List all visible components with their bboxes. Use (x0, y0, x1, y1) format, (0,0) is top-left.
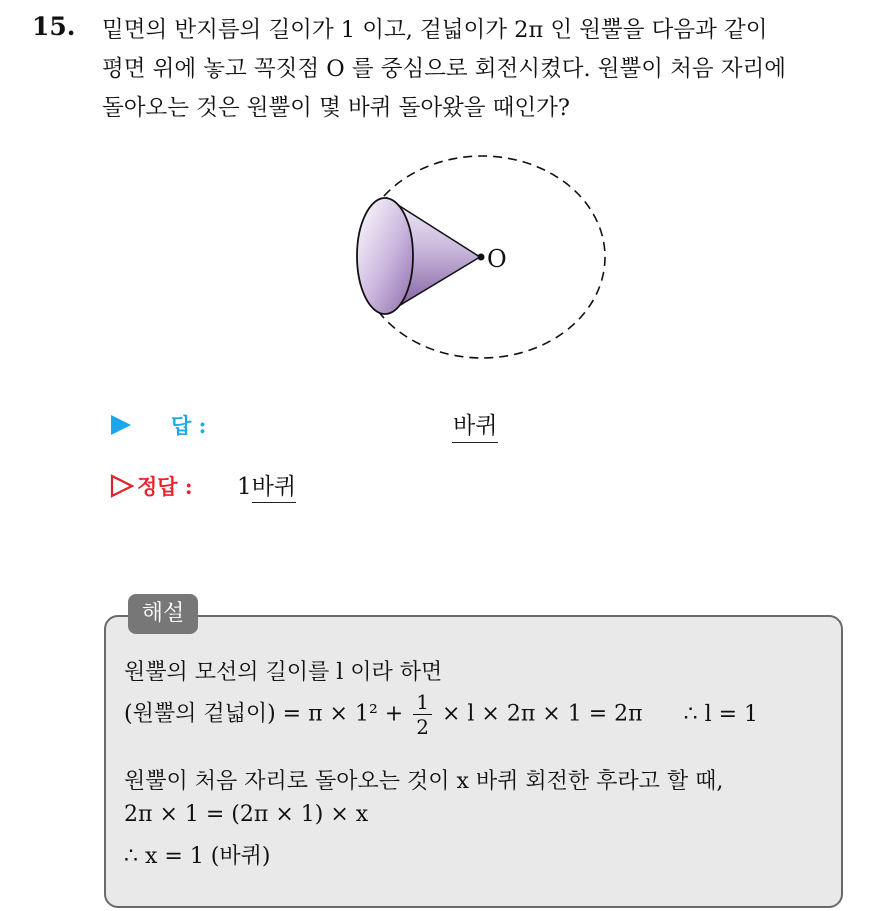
correct-answer-number: 1 (237, 474, 252, 500)
answer-label: 답 : (171, 413, 207, 438)
fraction-denominator: 2 (416, 715, 429, 739)
question-line-3: 돌아오는 것은 원뿔이 몇 바퀴 돌아왔을 때인가? (102, 95, 570, 121)
solution-line-2-left: (원뿔의 겉넓이) = π × 1² + (124, 701, 404, 727)
correct-answer-value (237, 468, 296, 501)
fraction-numerator: 1 (413, 690, 432, 715)
question-line-1: 밑면의 반지름의 길이가 1 이고, 겉넓이가 2π 인 원뿔을 다음과 같이 (102, 17, 768, 43)
solution-line-1: 원뿔의 모선의 길이를 l 이라 하면 (124, 660, 443, 685)
solution-tag: 해설 (128, 594, 198, 634)
solution-line-4: 2π × 1 = (2π × 1) × x (124, 802, 369, 827)
correct-answer-unit: 바퀴 (252, 474, 296, 503)
solution-line-2-right: × l × 2π × 1 = 2π (441, 701, 643, 727)
solution-line-2-therefore: ∴ l = 1 (683, 701, 759, 727)
answer-blank[interactable]: 바퀴 (452, 407, 498, 443)
cone-figure (340, 145, 620, 365)
correct-answer-label: 정답 : (137, 474, 193, 499)
solution-line-3: 원뿔이 처음 자리로 돌아오는 것이 x 바퀴 회전한 후라고 할 때, (124, 769, 724, 794)
question-line-2: 평면 위에 놓고 꼭짓점 O 를 중심으로 회전시켰다. 원뿔이 처음 자리에 (102, 56, 786, 82)
vertex-point (478, 254, 485, 261)
vertex-label: O (487, 245, 507, 273)
answer-play-icon (110, 414, 132, 436)
cone-base (357, 198, 413, 314)
solution-line-5: ∴ x = 1 (바퀴) (124, 844, 271, 869)
cone-diagram (340, 145, 620, 365)
solution-line-2 (124, 690, 758, 739)
question-text (102, 11, 872, 128)
fraction-half (413, 690, 432, 739)
correct-answer-icon (110, 474, 134, 498)
question-number: 15. (32, 12, 76, 41)
